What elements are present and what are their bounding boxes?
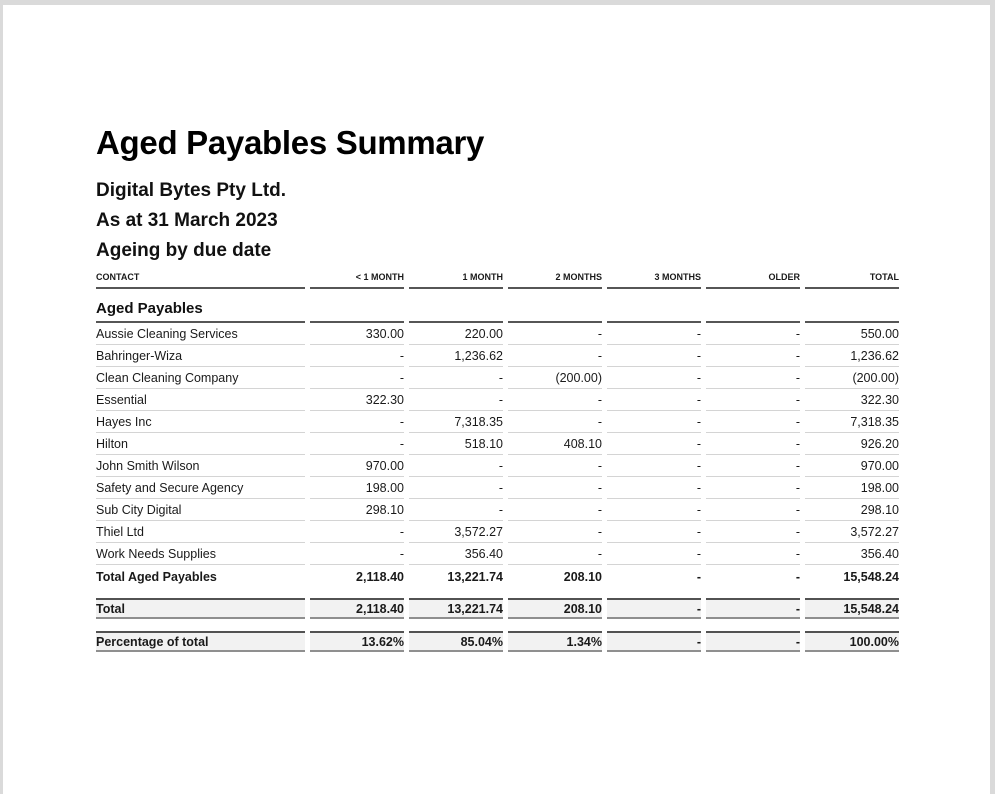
- amount-cell: -: [409, 367, 503, 389]
- amount-cell: -: [409, 499, 503, 521]
- amount-cell: -: [310, 345, 404, 367]
- amount-cell: -: [607, 411, 701, 433]
- table-row: [96, 367, 899, 389]
- amount-cell: 7,318.35: [409, 411, 503, 433]
- total-label: Total: [96, 598, 305, 619]
- spacer-cell: [96, 589, 899, 598]
- percentage-cell: -: [706, 631, 800, 652]
- total-label: Total Aged Payables: [96, 570, 217, 584]
- amount-cell: 356.40: [805, 543, 899, 565]
- contact-cell: Thiel Ltd: [96, 521, 305, 543]
- table-row: [96, 323, 899, 345]
- section-cell-spacer: [805, 289, 899, 323]
- amount-cell: -: [310, 433, 404, 455]
- section-cell-spacer: [409, 289, 503, 323]
- total-amount-cell: 208.10: [508, 598, 602, 619]
- amount-cell: -: [706, 389, 800, 411]
- amount-cell: -: [607, 433, 701, 455]
- amount-cell: -: [706, 455, 800, 477]
- amount-cell: -: [310, 367, 404, 389]
- amount-cell: -: [607, 499, 701, 521]
- total-amount-cell: -: [696, 570, 701, 584]
- amount-cell: 322.30: [805, 389, 899, 411]
- table-row: [96, 389, 899, 411]
- report-title: Aged Payables Summary: [96, 124, 485, 161]
- total-row: [96, 598, 899, 619]
- column-header-total: TOTAL: [805, 266, 899, 289]
- column-header-lt-1-month: < 1 MONTH: [310, 266, 404, 289]
- table-row: [96, 499, 899, 521]
- company-name: Digital Bytes Pty Ltd.: [96, 180, 287, 201]
- contact-cell: John Smith Wilson: [96, 455, 305, 477]
- total-aged-payables-row: [96, 565, 899, 589]
- amount-cell: 3,572.27: [805, 521, 899, 543]
- amount-cell: -: [508, 323, 602, 345]
- amount-cell: 1,236.62: [805, 345, 899, 367]
- amount-cell: -: [508, 521, 602, 543]
- column-header-2-months: 2 MONTHS: [508, 266, 602, 289]
- ageing-basis: Ageing by due date: [96, 240, 272, 261]
- amount-cell: -: [409, 389, 503, 411]
- report-content: [3, 5, 990, 652]
- amount-cell: 198.00: [805, 477, 899, 499]
- total-amount-cell: 2,118.40: [310, 598, 404, 619]
- percentage-cell: 1.34%: [508, 631, 602, 652]
- contact-cell: Aussie Cleaning Services: [96, 323, 305, 345]
- total-amount-cell: -: [795, 570, 800, 584]
- amount-cell: -: [310, 543, 404, 565]
- table-row: [96, 411, 899, 433]
- amount-cell: 7,318.35: [805, 411, 899, 433]
- amount-cell: 926.20: [805, 433, 899, 455]
- percentage-cell: -: [607, 631, 701, 652]
- amount-cell: -: [706, 521, 800, 543]
- amount-cell: 330.00: [310, 323, 404, 345]
- amount-cell: -: [508, 455, 602, 477]
- total-amount-cell: 13,221.74: [409, 598, 503, 619]
- amount-cell: 356.40: [409, 543, 503, 565]
- amount-cell: -: [607, 521, 701, 543]
- column-header-1-month: 1 MONTH: [409, 266, 503, 289]
- contact-cell: Hayes Inc: [96, 411, 305, 433]
- amount-cell: -: [508, 477, 602, 499]
- amount-cell: -: [706, 499, 800, 521]
- percentage-label: Percentage of total: [96, 631, 305, 652]
- total-amount-cell: 13,221.74: [447, 570, 503, 584]
- amount-cell: -: [607, 389, 701, 411]
- total-amount-cell: 2,118.40: [356, 570, 404, 584]
- column-header-older: OLDER: [706, 266, 800, 289]
- amount-cell: -: [607, 477, 701, 499]
- spacer-row: [96, 589, 899, 598]
- amount-cell: -: [508, 543, 602, 565]
- percentage-row: [96, 631, 899, 652]
- amount-cell: 298.10: [310, 499, 404, 521]
- amount-cell: -: [508, 345, 602, 367]
- amount-cell: 550.00: [805, 323, 899, 345]
- amount-cell: (200.00): [805, 367, 899, 389]
- contact-cell: Safety and Secure Agency: [96, 477, 305, 499]
- amount-cell: -: [409, 455, 503, 477]
- section-header-row: [96, 289, 899, 323]
- section-title: Aged Payables: [96, 289, 305, 323]
- table-row: [96, 455, 899, 477]
- contact-cell: Essential: [96, 389, 305, 411]
- contact-cell: Sub City Digital: [96, 499, 305, 521]
- amount-cell: -: [607, 367, 701, 389]
- aged-payables-table: [91, 266, 904, 652]
- amount-cell: 970.00: [310, 455, 404, 477]
- amount-cell: -: [607, 455, 701, 477]
- amount-cell: 518.10: [409, 433, 503, 455]
- amount-cell: -: [706, 543, 800, 565]
- amount-cell: -: [607, 323, 701, 345]
- table-row: [96, 345, 899, 367]
- section-cell-spacer: [508, 289, 602, 323]
- amount-cell: 3,572.27: [409, 521, 503, 543]
- contact-cell: Bahringer-Wiza: [96, 345, 305, 367]
- contact-cell: Hilton: [96, 433, 305, 455]
- amount-cell: 298.10: [805, 499, 899, 521]
- section-cell-spacer: [607, 289, 701, 323]
- column-header-3-months: 3 MONTHS: [607, 266, 701, 289]
- percentage-cell: 100.00%: [805, 631, 899, 652]
- amount-cell: -: [706, 477, 800, 499]
- report-date: As at 31 March 2023: [96, 210, 278, 231]
- amount-cell: 198.00: [310, 477, 404, 499]
- total-amount-cell: -: [706, 598, 800, 619]
- total-amount-cell: 15,548.24: [843, 570, 899, 584]
- amount-cell: (200.00): [508, 367, 602, 389]
- amount-cell: 220.00: [409, 323, 503, 345]
- contact-cell: Clean Cleaning Company: [96, 367, 305, 389]
- table-body: [96, 289, 899, 652]
- contact-cell: Work Needs Supplies: [96, 543, 305, 565]
- percentage-cell: 85.04%: [409, 631, 503, 652]
- amount-cell: 970.00: [805, 455, 899, 477]
- total-amount-cell: 15,548.24: [805, 598, 899, 619]
- report-page: [3, 5, 990, 794]
- total-amount-cell: 208.10: [563, 570, 602, 584]
- section-cell-spacer: [310, 289, 404, 323]
- report-subtitles: [96, 176, 990, 266]
- amount-cell: -: [508, 499, 602, 521]
- table-header-row: [96, 266, 899, 289]
- amount-cell: -: [706, 411, 800, 433]
- amount-cell: -: [607, 543, 701, 565]
- amount-cell: -: [310, 411, 404, 433]
- total-amount-cell: -: [607, 598, 701, 619]
- percentage-cell: 13.62%: [310, 631, 404, 652]
- amount-cell: -: [508, 389, 602, 411]
- amount-cell: 408.10: [508, 433, 602, 455]
- table-row: [96, 543, 899, 565]
- table-row: [96, 477, 899, 499]
- amount-cell: -: [706, 367, 800, 389]
- column-header-contact: CONTACT: [96, 266, 305, 289]
- spacer-cell: [96, 619, 899, 631]
- table-row: [96, 521, 899, 543]
- table-row: [96, 433, 899, 455]
- amount-cell: -: [409, 477, 503, 499]
- amount-cell: -: [310, 521, 404, 543]
- amount-cell: -: [706, 345, 800, 367]
- amount-cell: 1,236.62: [409, 345, 503, 367]
- section-cell-spacer: [706, 289, 800, 323]
- amount-cell: -: [706, 433, 800, 455]
- spacer-row: [96, 619, 899, 631]
- amount-cell: -: [706, 323, 800, 345]
- amount-cell: -: [607, 345, 701, 367]
- amount-cell: -: [508, 411, 602, 433]
- amount-cell: 322.30: [310, 389, 404, 411]
